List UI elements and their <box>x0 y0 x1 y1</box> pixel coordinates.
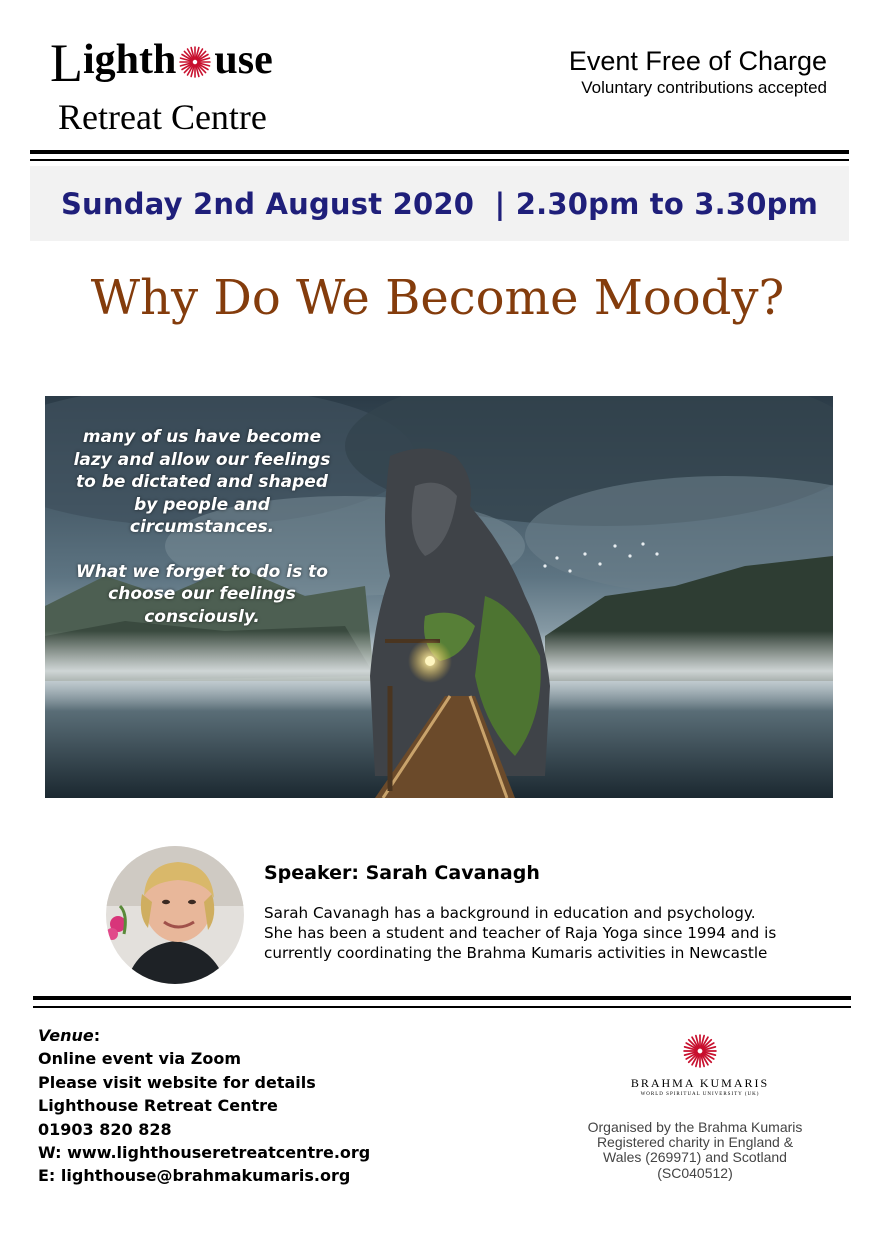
venue-details <box>38 1024 370 1188</box>
organiser-note <box>565 1120 825 1181</box>
free-subtitle: Voluntary contributions accepted <box>581 78 827 97</box>
brahma-kumaris-tagline: WORLD SPIRITUAL UNIVERSITY (UK) <box>640 1092 760 1097</box>
event-title: Why Do We Become Moody? <box>90 270 785 326</box>
organiser-line: Registered charity in England & <box>596 1134 794 1151</box>
quote-paragraph-1: many of us have become lazy and allow our feelings to be dictated and shaped by people and circumstances. <box>73 427 331 537</box>
organiser-line: (SC040512) <box>657 1164 733 1181</box>
venue-email: E: lighthouse@brahmakumaris.org <box>38 1166 351 1186</box>
top-rule-1 <box>30 150 849 154</box>
brahma-kumaris-sunburst-icon <box>683 1034 717 1068</box>
logo-wordmark: L ight h use <box>50 33 273 93</box>
speaker-bio-line: She has been a student and teacher of Raja Yoga since 1994 and is <box>264 924 777 942</box>
brahma-kumaris-name: BRAHMA KUMARIS <box>630 1076 770 1090</box>
free-of-charge-notice <box>569 46 827 98</box>
venue-heading: Venue: <box>38 1026 101 1045</box>
venue-line: Please visit website for details <box>38 1072 316 1092</box>
date-band <box>30 166 849 241</box>
speaker-photo <box>106 846 244 984</box>
hero-quote <box>69 426 335 628</box>
logo-subtitle: Retreat Centre <box>58 97 267 137</box>
venue-line: Lighthouse Retreat Centre <box>38 1096 278 1116</box>
hero-image <box>45 396 833 798</box>
event-date-time: Sunday 2nd August 2020 | 2.30pm to 3.30pm <box>60 186 819 221</box>
venue-line: Online event via Zoom <box>38 1049 242 1069</box>
lighthouse-logo <box>50 30 330 140</box>
organiser-line: Wales (269971) and Scotland <box>603 1149 787 1166</box>
organiser-line: Organised by the Brahma Kumaris <box>587 1119 803 1135</box>
brahma-kumaris-logo <box>600 1034 800 1097</box>
speaker-bio-line: Sarah Cavanagh has a background in education and psychology. <box>264 904 756 922</box>
bottom-rule-1 <box>33 996 851 1000</box>
quote-paragraph-2: What we forget to do is to choose our feelings consciously. <box>76 561 328 627</box>
venue-phone: 01903 820 828 <box>38 1119 172 1139</box>
sunburst-icon <box>179 46 211 78</box>
speaker-heading: Speaker: Sarah Cavanagh <box>264 862 540 884</box>
speaker-bio-line: currently coordinating the Brahma Kumaris activities in Newcastle <box>264 944 768 962</box>
top-rule-2 <box>30 159 849 161</box>
speaker-bio <box>264 903 818 963</box>
free-title: Event Free of Charge <box>568 46 827 76</box>
bottom-rule-2 <box>33 1006 851 1008</box>
venue-website: W: www.lighthouseretreatcentre.org <box>38 1143 371 1163</box>
